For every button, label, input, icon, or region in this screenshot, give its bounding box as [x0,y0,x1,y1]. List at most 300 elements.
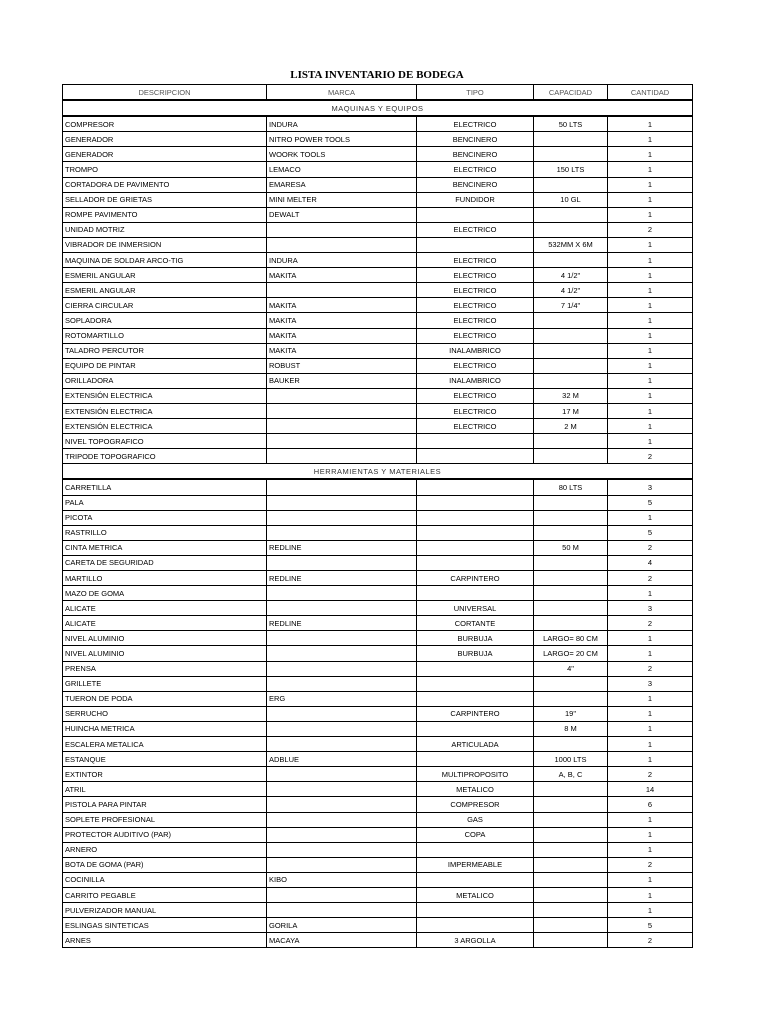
cell-marca [267,903,417,918]
cell-descripcion: SOPLETE PROFESIONAL [63,812,267,827]
cell-marca: INDURA [267,253,417,268]
cell-cantidad: 2 [608,571,693,586]
cell-descripcion: RASTRILLO [63,525,267,540]
cell-capacidad: 532MM X 6M [534,237,608,252]
cell-descripcion: SERRUCHO [63,706,267,721]
cell-descripcion: ESTANQUE [63,752,267,767]
cell-cantidad: 1 [608,721,693,736]
cell-marca: MAKITA [267,298,417,313]
cell-marca [267,283,417,298]
cell-cantidad: 1 [608,510,693,525]
table-row [63,706,693,721]
cell-marca [267,495,417,510]
cell-cantidad: 5 [608,918,693,933]
cell-capacidad: 2 M [534,419,608,434]
cell-cantidad: 1 [608,328,693,343]
inventory-table [62,84,693,948]
cell-cantidad: 1 [608,358,693,373]
table-row [63,268,693,283]
cell-capacidad: 4 1/2" [534,268,608,283]
cell-marca: DEWALT [267,207,417,222]
table-row [63,510,693,525]
cell-marca [267,737,417,752]
cell-cantidad: 1 [608,162,693,177]
cell-capacidad [534,812,608,827]
table-row [63,358,693,373]
column-header-cantidad: CANTIDAD [608,85,693,101]
cell-marca [267,510,417,525]
cell-descripcion: ESLINGAS SINTETICAS [63,918,267,933]
cell-cantidad: 1 [608,237,693,252]
table-row [63,691,693,706]
cell-cantidad: 3 [608,676,693,691]
cell-cantidad: 4 [608,555,693,570]
cell-descripcion: EXTENSIÓN ELECTRICA [63,388,267,403]
cell-capacidad [534,918,608,933]
cell-descripcion: COCINILLA [63,872,267,887]
cell-capacidad [534,358,608,373]
cell-cantidad: 1 [608,207,693,222]
cell-marca: ADBLUE [267,752,417,767]
cell-cantidad: 1 [608,177,693,192]
table-row [63,555,693,570]
cell-capacidad [534,207,608,222]
cell-tipo: CARPINTERO [417,706,534,721]
cell-tipo [417,510,534,525]
cell-marca [267,782,417,797]
section-title: HERRAMIENTAS Y MATERIALES [63,464,693,480]
cell-tipo [417,237,534,252]
cell-cantidad: 1 [608,586,693,601]
table-row [63,449,693,464]
table-row [63,661,693,676]
column-header-capacidad: CAPACIDAD [534,85,608,101]
cell-marca [267,721,417,736]
cell-descripcion: EQUIPO DE PINTAR [63,358,267,373]
cell-marca [267,857,417,872]
cell-tipo: ELECTRICO [417,388,534,403]
cell-descripcion: NIVEL TOPOGRAFICO [63,434,267,449]
cell-descripcion: PALA [63,495,267,510]
cell-descripcion: PULVERIZADOR MANUAL [63,903,267,918]
table-row [63,933,693,948]
cell-tipo: MULTIPROPOSITO [417,767,534,782]
cell-cantidad: 2 [608,933,693,948]
cell-tipo [417,918,534,933]
cell-marca: BAUKER [267,373,417,388]
cell-descripcion: ESCALERA METALICA [63,737,267,752]
cell-tipo [417,495,534,510]
cell-tipo [417,479,534,495]
cell-cantidad: 1 [608,631,693,646]
cell-marca [267,812,417,827]
cell-cantidad: 1 [608,192,693,207]
cell-marca: ROBUST [267,358,417,373]
cell-descripcion: PROTECTOR AUDITIVO (PAR) [63,827,267,842]
table-row [63,616,693,631]
cell-descripcion: HUINCHA METRICA [63,721,267,736]
page-title: LISTA INVENTARIO DE BODEGA [290,69,464,81]
cell-descripcion: CINTA METRICA [63,540,267,555]
cell-marca: MAKITA [267,328,417,343]
column-header-tipo: TIPO [417,85,534,101]
cell-tipo: ELECTRICO [417,162,534,177]
cell-descripcion: CARETA DE SEGURIDAD [63,555,267,570]
cell-descripcion: NIVEL ALUMINIO [63,631,267,646]
section-header-row [63,464,693,480]
cell-tipo: BENCINERO [417,132,534,147]
table-row [63,827,693,842]
cell-marca [267,449,417,464]
cell-capacidad: 10 GL [534,192,608,207]
cell-tipo [417,903,534,918]
cell-tipo [417,752,534,767]
cell-tipo: ELECTRICO [417,419,534,434]
cell-descripcion: ARNERO [63,842,267,857]
cell-capacidad [534,434,608,449]
cell-marca [267,555,417,570]
cell-capacidad [534,676,608,691]
cell-descripcion: ESMERIL ANGULAR [63,283,267,298]
table-row [63,207,693,222]
cell-cantidad: 14 [608,782,693,797]
cell-descripcion: TROMPO [63,162,267,177]
cell-marca: NITRO POWER TOOLS [267,132,417,147]
cell-descripcion: MAQUINA DE SOLDAR ARCO-TIG [63,253,267,268]
table-row [63,631,693,646]
table-row [63,283,693,298]
column-header-descripcion: DESCRIPCION [63,85,267,101]
table-row [63,419,693,434]
cell-descripcion: TALADRO PERCUTOR [63,343,267,358]
cell-cantidad: 1 [608,298,693,313]
cell-descripcion: VIBRADOR DE INMERSION [63,237,267,252]
cell-capacidad: 7 1/4" [534,298,608,313]
cell-marca: GORILA [267,918,417,933]
cell-tipo: METALICO [417,887,534,902]
cell-tipo [417,872,534,887]
cell-marca [267,388,417,403]
cell-capacidad [534,797,608,812]
cell-tipo [417,525,534,540]
cell-capacidad [534,222,608,237]
cell-descripcion: PICOTA [63,510,267,525]
cell-capacidad [534,449,608,464]
cell-marca: MINI MELTER [267,192,417,207]
cell-tipo: ELECTRICO [417,116,534,132]
cell-tipo: IMPERMEABLE [417,857,534,872]
cell-marca [267,434,417,449]
cell-capacidad [534,555,608,570]
cell-tipo [417,586,534,601]
cell-marca [267,479,417,495]
cell-descripcion: UNIDAD MOTRIZ [63,222,267,237]
cell-capacidad [534,147,608,162]
cell-tipo [417,691,534,706]
cell-descripcion: GENERADOR [63,132,267,147]
column-header-marca: MARCA [267,85,417,101]
cell-tipo: CORTANTE [417,616,534,631]
cell-capacidad: 32 M [534,388,608,403]
cell-capacidad [534,373,608,388]
cell-cantidad: 1 [608,812,693,827]
cell-tipo [417,540,534,555]
cell-marca [267,525,417,540]
table-row [63,403,693,418]
cell-capacidad [534,737,608,752]
cell-marca: EMARESA [267,177,417,192]
cell-cantidad: 1 [608,147,693,162]
table-row [63,887,693,902]
cell-tipo: 3 ARGOLLA [417,933,534,948]
cell-cantidad: 1 [608,691,693,706]
cell-cantidad: 6 [608,797,693,812]
cell-capacidad [534,132,608,147]
cell-descripcion: GENERADOR [63,147,267,162]
cell-cantidad: 1 [608,419,693,434]
table-row [63,177,693,192]
cell-cantidad: 1 [608,388,693,403]
cell-capacidad [534,253,608,268]
table-row [63,162,693,177]
cell-cantidad: 1 [608,343,693,358]
cell-descripcion: TRIPODE TOPOGRAFICO [63,449,267,464]
cell-capacidad [534,328,608,343]
table-row [63,328,693,343]
cell-cantidad: 1 [608,283,693,298]
table-row [63,586,693,601]
cell-marca [267,661,417,676]
cell-cantidad: 1 [608,842,693,857]
cell-tipo: FUNDIDOR [417,192,534,207]
table-row [63,116,693,132]
table-row [63,737,693,752]
cell-marca [267,676,417,691]
table-row [63,132,693,147]
cell-marca: ERG [267,691,417,706]
table-row [63,782,693,797]
cell-capacidad [534,525,608,540]
cell-marca [267,237,417,252]
cell-capacidad [534,691,608,706]
cell-descripcion: GRILLETE [63,676,267,691]
cell-descripcion: COMPRESOR [63,116,267,132]
cell-capacidad [534,857,608,872]
cell-tipo: BURBUJA [417,646,534,661]
cell-cantidad: 1 [608,403,693,418]
cell-marca: MAKITA [267,313,417,328]
cell-tipo: METALICO [417,782,534,797]
cell-marca: REDLINE [267,571,417,586]
table-row [63,918,693,933]
cell-capacidad [534,616,608,631]
cell-capacidad [534,571,608,586]
table-row [63,767,693,782]
cell-cantidad: 1 [608,268,693,283]
table-row [63,434,693,449]
cell-tipo [417,207,534,222]
cell-capacidad: A, B, C [534,767,608,782]
cell-marca: WOORK TOOLS [267,147,417,162]
cell-marca [267,842,417,857]
cell-marca [267,767,417,782]
table-row [63,903,693,918]
cell-capacidad [534,887,608,902]
cell-descripcion: NIVEL ALUMINIO [63,646,267,661]
cell-capacidad [534,177,608,192]
cell-marca [267,827,417,842]
cell-descripcion: PRENSA [63,661,267,676]
cell-tipo: BURBUJA [417,631,534,646]
cell-cantidad: 1 [608,132,693,147]
cell-capacidad: 8 M [534,721,608,736]
cell-marca [267,586,417,601]
table-row [63,571,693,586]
cell-cantidad: 1 [608,752,693,767]
table-row [63,752,693,767]
table-row [63,298,693,313]
cell-cantidad: 1 [608,116,693,132]
cell-capacidad [534,586,608,601]
cell-capacidad [534,872,608,887]
cell-descripcion: MAZO DE GOMA [63,586,267,601]
cell-capacidad [534,842,608,857]
cell-tipo: ELECTRICO [417,358,534,373]
table-row [63,192,693,207]
table-row [63,479,693,495]
cell-capacidad: 19" [534,706,608,721]
cell-capacidad: LARGO= 20 CM [534,646,608,661]
cell-descripcion: ROTOMARTILLO [63,328,267,343]
cell-capacidad: 150 LTS [534,162,608,177]
table-row [63,842,693,857]
cell-descripcion: EXTENSIÓN ELECTRICA [63,419,267,434]
table-row [63,222,693,237]
cell-marca: INDURA [267,116,417,132]
cell-tipo: INALAMBRICO [417,373,534,388]
table-row [63,721,693,736]
table-row [63,601,693,616]
cell-marca [267,706,417,721]
cell-cantidad: 5 [608,525,693,540]
cell-marca: KIBO [267,872,417,887]
cell-descripcion: BOTA DE GOMA (PAR) [63,857,267,872]
cell-cantidad: 5 [608,495,693,510]
cell-cantidad: 2 [608,857,693,872]
cell-tipo: COMPRESOR [417,797,534,812]
cell-capacidad: 17 M [534,403,608,418]
cell-descripcion: EXTENSIÓN ELECTRICA [63,403,267,418]
cell-tipo: BENCINERO [417,147,534,162]
cell-tipo [417,676,534,691]
cell-capacidad: 1000 LTS [534,752,608,767]
section-header-row [63,100,693,116]
table-row [63,495,693,510]
cell-capacidad: 4 1/2" [534,283,608,298]
cell-marca: MAKITA [267,343,417,358]
cell-tipo: ELECTRICO [417,313,534,328]
table-row [63,253,693,268]
cell-tipo: CARPINTERO [417,571,534,586]
cell-cantidad: 2 [608,661,693,676]
cell-tipo [417,555,534,570]
cell-tipo [417,661,534,676]
cell-capacidad: 50 M [534,540,608,555]
cell-tipo: ELECTRICO [417,222,534,237]
cell-tipo: ARTICULADA [417,737,534,752]
cell-capacidad [534,903,608,918]
cell-tipo: BENCINERO [417,177,534,192]
cell-cantidad: 1 [608,872,693,887]
table-row [63,313,693,328]
cell-tipo [417,434,534,449]
cell-tipo: ELECTRICO [417,328,534,343]
cell-cantidad: 3 [608,601,693,616]
cell-descripcion: CARRITO PEGABLE [63,887,267,902]
cell-marca [267,887,417,902]
table-row [63,857,693,872]
cell-descripcion: ALICATE [63,601,267,616]
cell-capacidad: LARGO= 80 CM [534,631,608,646]
cell-cantidad: 1 [608,253,693,268]
cell-marca [267,631,417,646]
cell-descripcion: PISTOLA PARA PINTAR [63,797,267,812]
cell-cantidad: 1 [608,313,693,328]
cell-descripcion: CORTADORA DE PAVIMENTO [63,177,267,192]
cell-capacidad [534,601,608,616]
cell-cantidad: 2 [608,616,693,631]
cell-descripcion: CARRETILLA [63,479,267,495]
cell-cantidad: 1 [608,646,693,661]
cell-marca: REDLINE [267,540,417,555]
cell-tipo [417,449,534,464]
cell-marca [267,797,417,812]
cell-cantidad: 1 [608,737,693,752]
table-body [63,100,693,948]
cell-capacidad [534,782,608,797]
cell-descripcion: MARTILLO [63,571,267,586]
cell-tipo: ELECTRICO [417,403,534,418]
cell-capacidad: 80 LTS [534,479,608,495]
cell-cantidad: 1 [608,373,693,388]
cell-capacidad: 4" [534,661,608,676]
table-header-row [63,85,693,101]
cell-tipo [417,721,534,736]
table-row [63,525,693,540]
cell-cantidad: 1 [608,706,693,721]
cell-marca [267,403,417,418]
cell-tipo: INALAMBRICO [417,343,534,358]
table-row [63,147,693,162]
cell-descripcion: ORILLADORA [63,373,267,388]
cell-cantidad: 1 [608,827,693,842]
cell-marca [267,222,417,237]
cell-cantidad: 1 [608,903,693,918]
cell-descripcion: SOPLADORA [63,313,267,328]
cell-descripcion: ARNES [63,933,267,948]
cell-marca [267,646,417,661]
table-row [63,872,693,887]
cell-descripcion: ATRIL [63,782,267,797]
cell-cantidad: 2 [608,449,693,464]
cell-capacidad [534,827,608,842]
cell-marca: MACAYA [267,933,417,948]
cell-cantidad: 3 [608,479,693,495]
cell-capacidad [534,933,608,948]
cell-capacidad [534,495,608,510]
cell-marca [267,601,417,616]
table-row [63,373,693,388]
